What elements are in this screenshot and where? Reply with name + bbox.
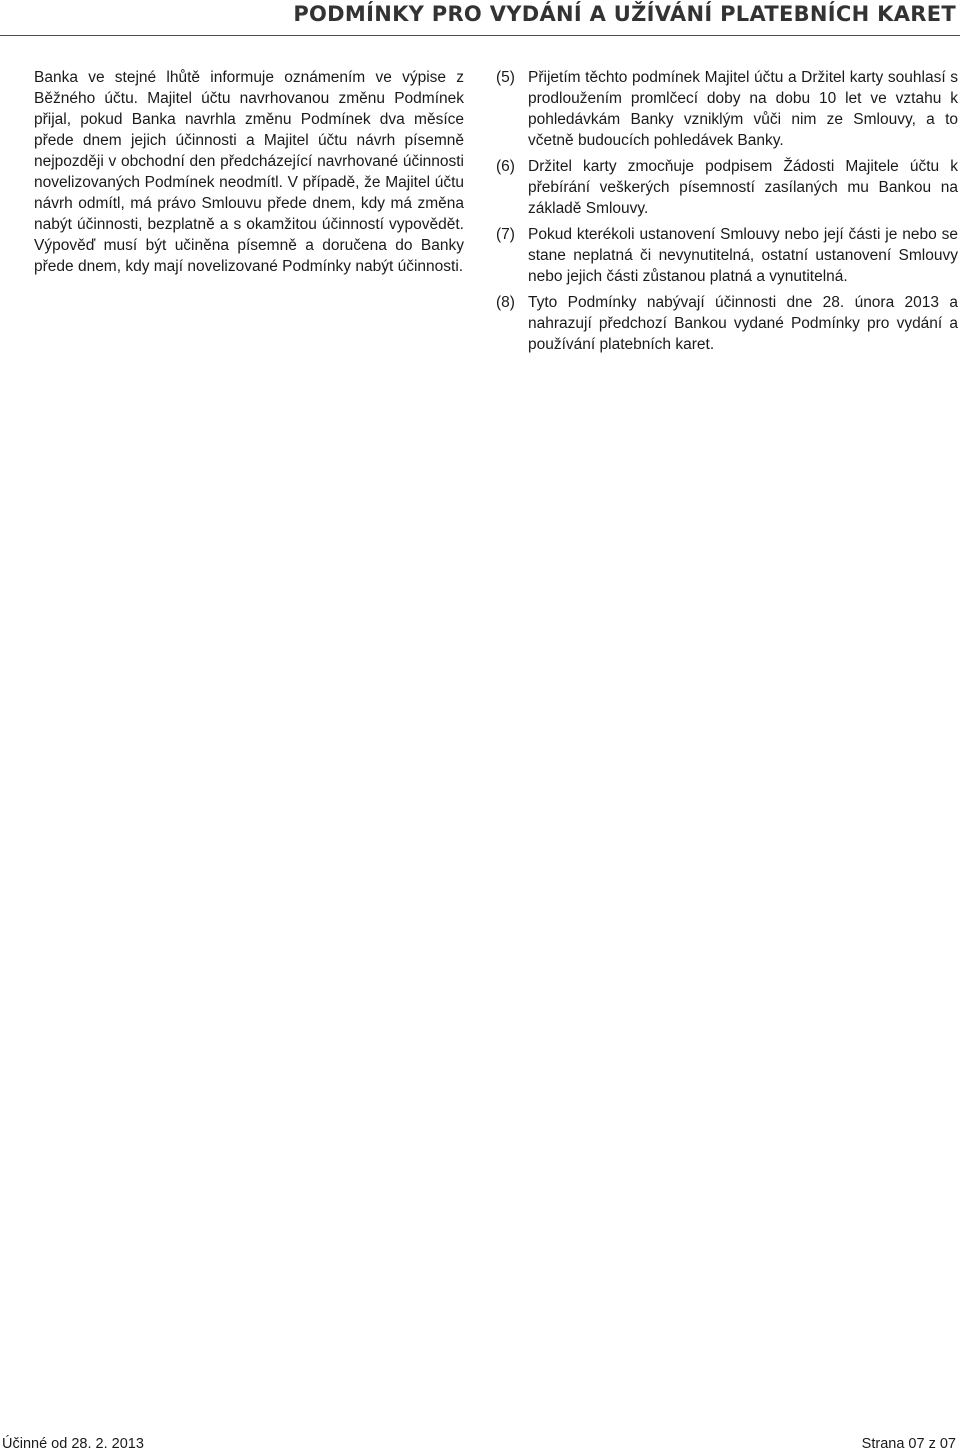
clause-6 <box>496 156 958 219</box>
clause-number: (8) <box>496 294 515 311</box>
clause-number: (6) <box>496 158 515 175</box>
clause-text: Tyto Podmínky nabývají účinnosti dne 28. února 2013 a nahrazují předchozí Bankou vydané Podmínky pro vydání a používání platebních karet. <box>528 294 958 353</box>
clause-8 <box>496 292 958 355</box>
clause-text: Přijetím těchto podmínek Majitel účtu a Držitel karty souhlasí s prodloužením promlčecí doby na dobu 10 let ve vztahu k pohledávkám Banky vzniklým vůči nim ze Smlouvy, a to včetně budoucích pohledávek Banky. <box>528 69 958 149</box>
clause-5 <box>496 67 958 151</box>
effective-date: Účinné od 28. 2. 2013 <box>2 1436 144 1452</box>
page-title: PODMÍNKY PRO VYDÁNÍ A UŽÍVÁNÍ PLATEBNÍCH KARET <box>293 2 956 26</box>
paragraph-text: Banka ve stejné lhůtě informuje oznámením ve výpise z Běžného účtu. Majitel účtu navrhovanou změnu Podmínek přijal, pokud Banka navrhla změnu Podmínek dva měsíce přede dnem jejich účinnosti a Majitel účtu návrh písemně nejpozději v obchodní den předcházející navrhované účinnosti novelizovaných Podmínek neodmítl. V případě, že Majitel účtu návrh odmítl, má právo Smlouvu přede dnem, kdy má změna nabýt účinnosti, bezplatně a s okamžitou účinností vypovědět. Výpověď musí být učiněna písemně a doručena do Banky přede dnem, kdy mají novelizované Podmínky nabýt účinnosti. <box>34 69 464 275</box>
left-column <box>34 67 464 277</box>
page-number: Strana 07 z 07 <box>861 1436 956 1452</box>
clause-number: (5) <box>496 69 515 86</box>
clause-number: (7) <box>496 226 515 243</box>
clause-text: Pokud kterékoli ustanovení Smlouvy nebo její části je nebo se stane neplatná či nevynutitelná, ostatní ustanovení Smlouvy nebo jejich části zůstanou platná a vynutitelná. <box>528 226 958 285</box>
clause-text: Držitel karty zmocňuje podpisem Žádosti Majitele účtu k přebírání veškerých písemností zasílaných mu Bankou na základě Smlouvy. <box>528 158 958 217</box>
clause-7 <box>496 224 958 287</box>
header-divider <box>0 35 960 36</box>
right-column <box>496 67 958 360</box>
